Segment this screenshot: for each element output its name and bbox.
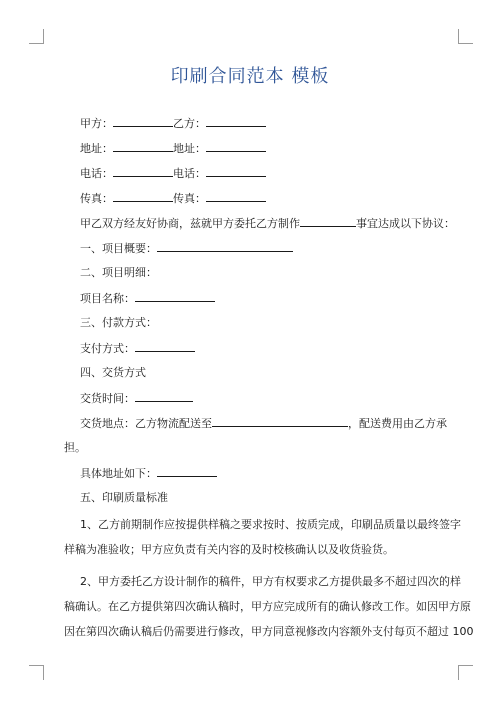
delivery-place-line (80, 415, 447, 432)
paragraph-2-line-1: 2、甲方委托乙方设计制作的稿件，甲方有权要求乙方提供最多不超过四次的样 (80, 575, 461, 588)
address-detail-label: 具体地址如下： (80, 467, 157, 480)
paragraph-2-line-3: 因在第四次确认稿后仍需要进行修改，甲方同意视修改内容额外支付每页不超过 100 (64, 625, 474, 638)
delivery-place-text-before: 交货地点：乙方物流配送至 (80, 417, 212, 430)
document-title: 印刷合同范本 模板 (170, 66, 330, 87)
party-a-blank[interactable] (113, 115, 173, 127)
intro-line (80, 215, 455, 232)
delivery-place-wrap: 担。 (64, 441, 86, 454)
address-detail-blank[interactable] (157, 465, 217, 477)
fax-a-blank[interactable] (113, 190, 173, 202)
section-3-heading: 三、付款方式： (80, 316, 157, 329)
paragraph-1-line-2: 样稿为准验收；甲方应负责有关内容的及时校核确认以及收货验货。 (64, 543, 394, 556)
delivery-time-line (80, 390, 193, 407)
payment-line (80, 340, 195, 357)
item-name-line (80, 290, 215, 307)
paragraph-1-line-1: 1、乙方前期制作应按提供样稿之要求按时、按质完成，印刷品质量以最终签字 (80, 518, 461, 531)
phone-b-blank[interactable] (206, 165, 266, 177)
project-summary-blank[interactable] (157, 240, 293, 252)
fax-line (80, 190, 266, 207)
address-detail-line (80, 465, 217, 482)
address-line (80, 140, 266, 157)
phone-line (80, 165, 266, 182)
phone-a-label: 电话： (80, 167, 113, 180)
section-2-heading: 二、项目明细： (80, 266, 157, 279)
address-a-blank[interactable] (113, 140, 173, 152)
delivery-time-blank[interactable] (135, 390, 193, 402)
intro-text-after: 事宜达成以下协议： (356, 217, 455, 230)
payment-blank[interactable] (135, 340, 195, 352)
party-a-b-line (80, 115, 266, 132)
item-name-label: 项目名称： (80, 292, 135, 305)
section-1-line (80, 240, 293, 257)
payment-label: 支付方式： (80, 342, 135, 355)
fax-b-label: 传真： (173, 192, 206, 205)
address-a-label: 地址： (80, 142, 113, 155)
item-name-blank[interactable] (135, 290, 215, 302)
section-5-heading: 五、印刷质量标准 (80, 491, 168, 504)
fax-a-label: 传真： (80, 192, 113, 205)
delivery-time-label: 交货时间： (80, 392, 135, 405)
paragraph-2-line-2: 稿确认。在乙方提供第四次确认稿时，甲方应完成所有的确认修改工作。如因甲方原 (64, 600, 471, 613)
crop-mark-top-left (29, 29, 44, 44)
crop-mark-bottom-left (29, 665, 44, 680)
phone-b-label: 电话： (173, 167, 206, 180)
party-a-label: 甲方： (80, 117, 113, 130)
fax-b-blank[interactable] (206, 190, 266, 202)
party-b-label: 乙方： (173, 117, 206, 130)
section-4-heading: 四、交货方式 (80, 366, 146, 379)
section-1-heading: 一、项目概要： (80, 242, 157, 255)
crop-mark-bottom-right (458, 665, 473, 680)
crop-mark-top-right (458, 29, 473, 44)
delivery-place-text-after: ，配送费用由乙方承 (348, 417, 447, 430)
address-b-label: 地址： (173, 142, 206, 155)
address-b-blank[interactable] (206, 140, 266, 152)
intro-text-before: 甲乙双方经友好协商，兹就甲方委托乙方制作 (80, 217, 300, 230)
party-b-blank[interactable] (206, 115, 266, 127)
delivery-place-blank[interactable] (212, 415, 348, 427)
phone-a-blank[interactable] (113, 165, 173, 177)
project-blank[interactable] (300, 215, 356, 227)
